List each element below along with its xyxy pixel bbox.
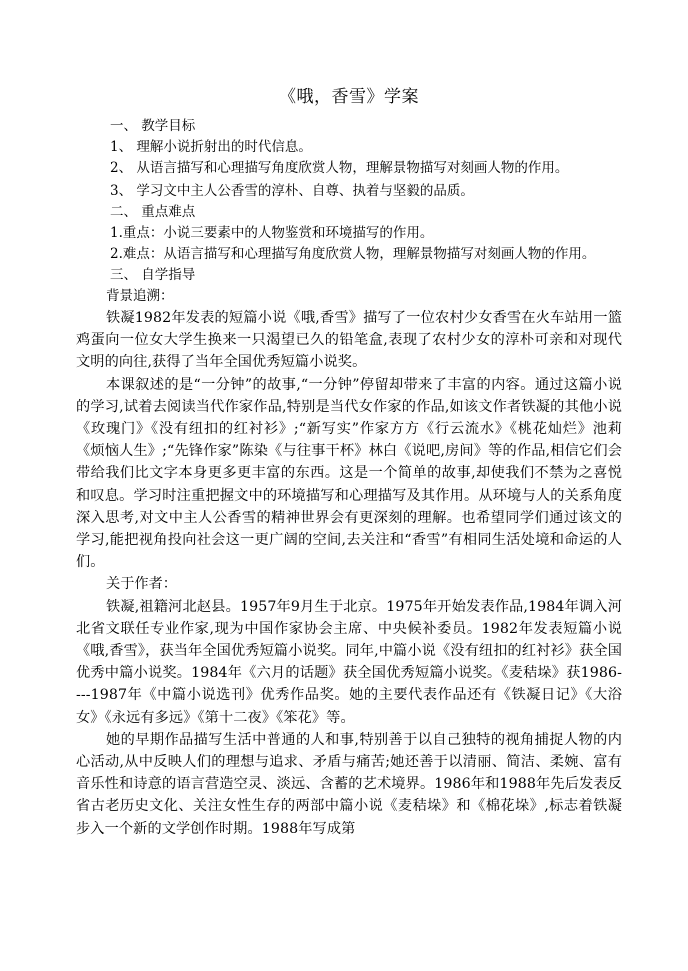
goal-item-3: 3、 学习文中主人公香雪的淳朴、自尊、执着与坚毅的品质。 [110,183,474,199]
author-paragraph-1: 铁凝,祖籍河北赵县。1957年9月生于北京。1975年开始发表作品,1984年调入河北省文联任专业作家,现为中国作家协会主席、中央候补委员。1982年发表短篇小说《哦,香雪》，获当年全国优秀短篇小说奖。同年,中篇小说《没有纽扣的红衬衫》获全国优秀中篇小说奖。1984年《六月的话题》获全国优秀短篇小说奖。《麦秸垛》获1986----1987年《中篇小说选刊》优秀作品奖。她的主要代表作品还有《铁凝日记》《大浴女》《永远有多远》《第十二夜》《笨花》等。 [76,598,622,726]
section-heading-keypoints: 二、 重点难点 [110,204,196,220]
background-paragraph-1: 铁凝1982年发表的短篇小说《哦,香雪》描写了一位农村少女香雪在火车站用一篮鸡蛋向一位女大学生换来一只渴望已久的铅笔盒,表现了农村少女的淳朴可亲和对现代文明的向往,获得了当年全国优秀短篇小说奖。 [76,310,622,371]
keypoint-item-2: 2.难点：从语言描写和心理描写角度欣赏人物，理解景物描写对刻画人物的作用。 [110,246,596,262]
author-label: 关于作者： [106,576,177,593]
background-label: 背景追溯： [106,288,174,304]
goal-item-1: 1、 理解小说折射出的时代信息。 [110,139,312,155]
section-heading-goals: 一、 教学目标 [110,118,196,134]
author-paragraph-2: 她的早期作品描写生活中普通的人和事,特别善于以自己独特的视角捕捉人物的内心活动,从中反映人们的理想与追求、矛盾与痛苦;她还善于以清丽、简洁、柔婉、富有音乐性和诗意的语言营造空灵、淡远、含蓄的艺术境界。1986年和1988年先后发表反省古老历史文化、关注女性生存的两部中篇小说《麦秸垛》和《棉花垛》,标志着铁凝步入一个新的文学创作时期。1988年写成第 [76,731,622,837]
keypoint-item-1: 1.重点：小说三要素中的人物鉴赏和环境描写的作用。 [110,225,434,241]
document-page [76,84,622,840]
goal-item-2: 2、 从语言描写和心理描写角度欣赏人物，理解景物描写对刻画人物的作用。 [110,160,569,176]
background-paragraph-2: 本课叙述的是“一分钟”的故事,“一分钟”停留却带来了丰富的内容。通过这篇小说的学习,试着去阅读当代作家作品,特别是当代女作家的作品,如该文作者铁凝的其他小说《玫瑰门》《没有纽扣的红衬衫》;“新写实”作家方方《行云流水》《桃花灿烂》池莉《烦恼人生》;“先锋作家”陈染《与往事干杯》林白《说吧,房间》等的作品,相信它们会带给我们比文字本身更多更丰富的东西。这是一个简单的故事,却使我们不禁为之喜悦和叹息。学习时注重把握文中的环境描写和心理描写及其作用。从环境与人的关系角度深入思考,对文中主人公香雪的精神世界会有更深刻的理解。也希望同学们通过该文的学习,能把视角投向社会这一更广阔的空间,去关注和“香雪”有相同生活处境和命运的人们。 [76,376,622,571]
document-title: 《哦，香雪》学案 [279,87,419,107]
section-heading-guide: 三、 自学指导 [110,267,196,283]
